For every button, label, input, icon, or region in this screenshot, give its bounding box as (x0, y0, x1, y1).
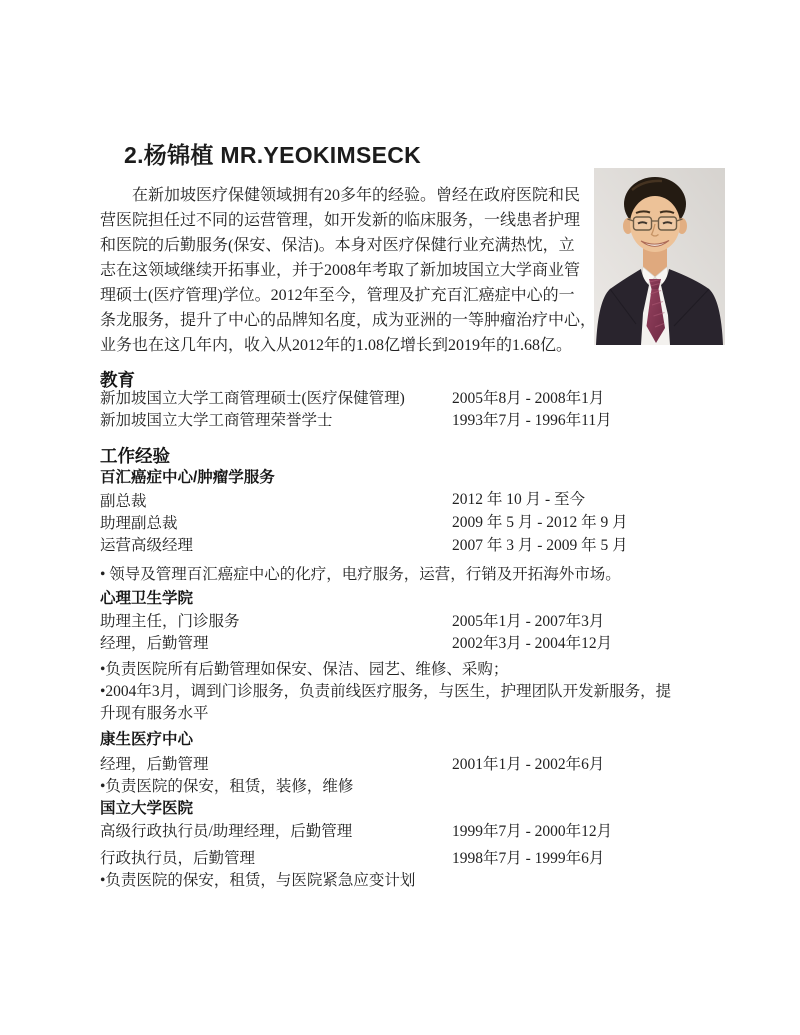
position-date: 2005年1月 - 2007年3月 (452, 613, 605, 630)
bullet-list (100, 659, 671, 725)
position-title: 经理，后勤管理 (100, 756, 209, 773)
bullet-list (100, 564, 621, 586)
position-title: 副总裁 (100, 493, 147, 510)
summary-line: 营医院担任过不同的运营管理，如开发新的临床服务，一线患者护理 (100, 212, 581, 229)
position-row (100, 818, 720, 845)
bullet-line: •负责医院所有后勤管理如保安、保洁、园艺、维修、采购； (100, 661, 509, 678)
glasses-left-lens (634, 217, 652, 230)
company-name: 心理卫生学院 (100, 590, 194, 607)
position-date: 2002年3月 - 2004年12月 (452, 635, 613, 652)
position-row (100, 611, 720, 633)
position-date: 2012 年 10 月 - 至今 (452, 491, 586, 508)
bullet-line: 升现有服务水平 (100, 705, 209, 722)
position-date: 2009 年 5 月 - 2012 年 9 月 (452, 514, 628, 531)
position-date-list (452, 488, 628, 557)
bullet-list (100, 870, 415, 892)
company-name: 百汇癌症中心/肿瘤学服务 (100, 469, 275, 486)
education-row (100, 410, 720, 432)
profile-summary (100, 183, 600, 358)
position-date: 1999年7月 - 2000年12月 (452, 823, 613, 840)
summary-line: 理硕士(医疗管理)学位。2012年至今，管理及扩充百汇癌症中心的一 (100, 287, 575, 304)
position-date: 2001年1月 - 2002年6月 (452, 756, 605, 773)
glasses-right-lens (659, 217, 677, 230)
position-title: 助理副总裁 (100, 515, 178, 532)
position-title: 高级行政执行员/助理经理，后勤管理 (100, 823, 353, 840)
bullet-list (100, 776, 353, 798)
education-row (100, 388, 720, 410)
position-title: 助理主任，门诊服务 (100, 613, 240, 630)
degree-date: 2005年8月 - 2008年1月 (452, 390, 605, 407)
position-row (100, 633, 720, 655)
position-title: 行政执行员，后勤管理 (100, 850, 256, 867)
position-date: 1998年7月 - 1999年6月 (452, 850, 605, 867)
section-heading-education: 教育 (100, 370, 135, 390)
summary-line: 业务也在这几年内，收入从2012年的1.08亿增长到2019年的1.68亿。 (100, 337, 573, 354)
company-name: 康生医疗中心 (100, 731, 194, 748)
position-date: 2007 年 3 月 - 2009 年 5 月 (452, 537, 628, 554)
page-title: 2.杨锦植 MR.YEOKIMSECK (124, 142, 422, 168)
profile-photo (594, 168, 725, 345)
position-title: 经理，后勤管理 (100, 635, 209, 652)
degree-name: 新加坡国立大学工商管理荣誉学士 (100, 411, 333, 429)
bullet-line: •负责医院的保安，租赁，与医院紧急应变计划 (100, 872, 416, 889)
bullet-line: •负责医院的保安，租赁，装修，维修 (100, 778, 354, 795)
position-row (100, 845, 720, 872)
position-row (100, 754, 720, 776)
degree-date: 1993年7月 - 1996年11月 (452, 411, 612, 429)
summary-line: 和医院的后勤服务(保安、保洁)。本身对医疗保健行业充满热忱，立 (100, 237, 575, 254)
summary-line: 在新加坡医疗保健领域拥有20多年的经验。曾经在政府医院和民 (132, 187, 581, 204)
summary-line: 志在这领域继续开拓事业，并于2008年考取了新加坡国立大学商业管 (100, 262, 581, 279)
portrait-image (594, 168, 725, 345)
position-list (100, 491, 193, 557)
position-rows (100, 611, 720, 655)
company-name: 国立大学医院 (100, 800, 194, 817)
position-rows (100, 818, 720, 872)
section-heading-experience: 工作经验 (100, 446, 170, 466)
summary-line: 条龙服务，提升了中心的品牌知名度，成为亚洲的一等肿瘤治疗中心， (100, 312, 597, 329)
education-rows (100, 388, 720, 431)
position-title: 运营高级经理 (100, 537, 194, 554)
bullet-line: • 领导及管理百汇癌症中心的化疗，电疗服务，运营，行销及开拓海外市场。 (100, 566, 621, 583)
degree-name: 新加坡国立大学工商管理硕士(医疗保健管理) (100, 390, 405, 407)
bullet-line: •2004年3月，调到门诊服务，负责前线医疗服务，与医生，护理团队开发新服务，提 (100, 683, 672, 700)
position-rows (100, 754, 720, 776)
